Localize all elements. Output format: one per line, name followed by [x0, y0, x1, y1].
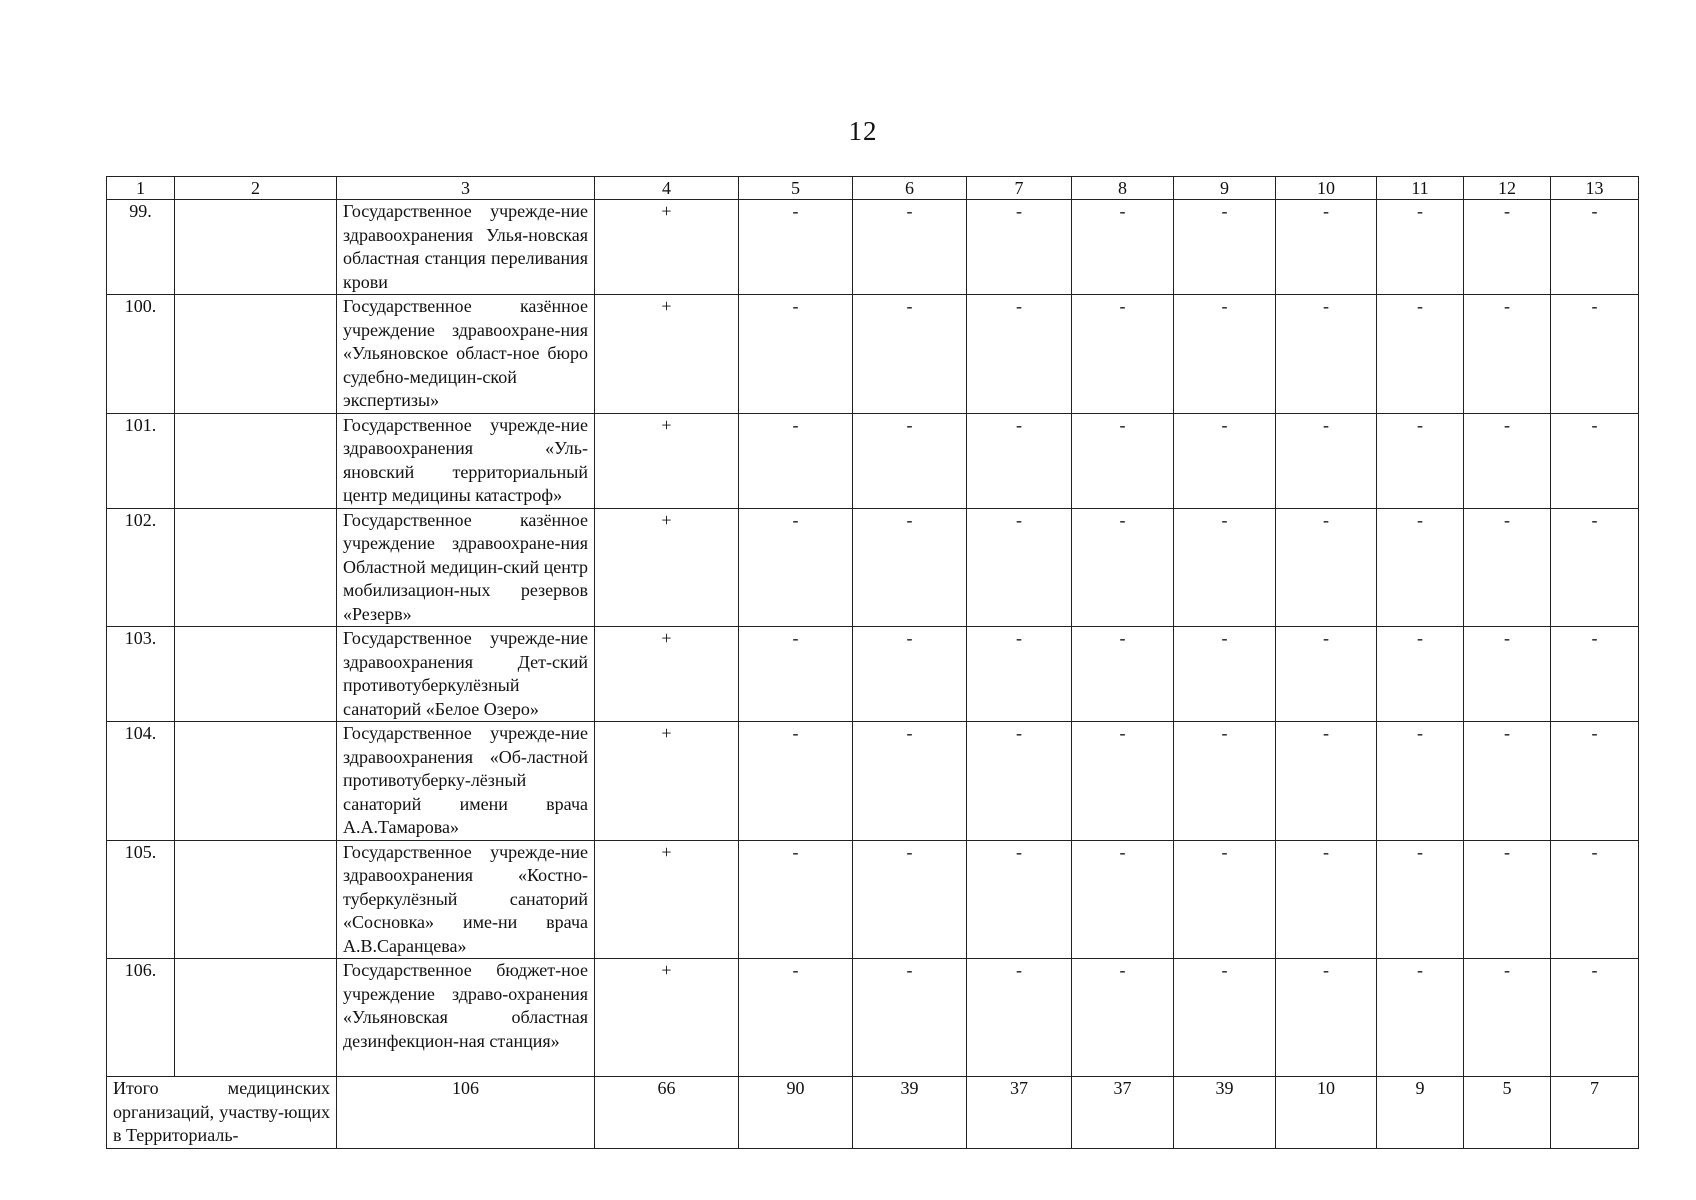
column-number-1: 1 — [107, 177, 175, 200]
row-empty-cell — [175, 508, 337, 627]
participation-mark: - — [1464, 413, 1551, 508]
participation-mark: - — [1464, 840, 1551, 959]
row-empty-cell — [175, 959, 337, 1077]
participation-mark: - — [853, 840, 967, 959]
organization-name: Государственное бюджет-ное учреждение здраво-охранения «Ульяновская областная дезинфекцион-ная станция» — [337, 959, 595, 1077]
participation-mark: - — [853, 627, 967, 722]
column-number-3: 3 — [337, 177, 595, 200]
participation-mark: - — [1174, 508, 1276, 627]
participation-mark: + — [595, 959, 739, 1077]
table-row — [107, 840, 1639, 959]
row-number: 102. — [107, 508, 175, 627]
participation-mark: - — [1276, 722, 1377, 841]
participation-mark: - — [1174, 722, 1276, 841]
participation-mark: - — [1464, 295, 1551, 414]
participation-mark: - — [739, 295, 853, 414]
participation-mark: - — [739, 508, 853, 627]
participation-mark: - — [1174, 200, 1276, 295]
column-number-2: 2 — [175, 177, 337, 200]
participation-mark: - — [1551, 295, 1639, 414]
participation-mark: - — [1276, 413, 1377, 508]
participation-mark: - — [1174, 627, 1276, 722]
row-number: 103. — [107, 627, 175, 722]
participation-mark: - — [1072, 840, 1174, 959]
total-value: 9 — [1377, 1077, 1464, 1149]
participation-mark: - — [739, 959, 853, 1077]
organizations-table — [106, 176, 1639, 1149]
organization-name: Государственное учрежде-ние здравоохранения «Уль-яновский территориальный центр медицины катастроф» — [337, 413, 595, 508]
participation-mark: - — [1377, 295, 1464, 414]
participation-mark: - — [1551, 840, 1639, 959]
participation-mark: - — [1377, 959, 1464, 1077]
total-value: 10 — [1276, 1077, 1377, 1149]
table-row — [107, 295, 1639, 414]
participation-mark: - — [1464, 508, 1551, 627]
participation-mark: - — [853, 722, 967, 841]
total-value: 39 — [1174, 1077, 1276, 1149]
participation-mark: - — [1551, 722, 1639, 841]
participation-mark: - — [1464, 200, 1551, 295]
total-value: 66 — [595, 1077, 739, 1149]
participation-mark: + — [595, 508, 739, 627]
column-number-5: 5 — [739, 177, 853, 200]
participation-mark: - — [967, 722, 1072, 841]
participation-mark: + — [595, 200, 739, 295]
participation-mark: - — [853, 413, 967, 508]
row-empty-cell — [175, 295, 337, 414]
row-number: 105. — [107, 840, 175, 959]
participation-mark: - — [739, 840, 853, 959]
participation-mark: - — [967, 840, 1072, 959]
table-row — [107, 508, 1639, 627]
total-value: 90 — [739, 1077, 853, 1149]
row-number: 101. — [107, 413, 175, 508]
participation-mark: - — [967, 295, 1072, 414]
participation-mark: - — [1377, 200, 1464, 295]
participation-mark: - — [1377, 627, 1464, 722]
participation-mark: - — [1276, 200, 1377, 295]
total-value: 37 — [1072, 1077, 1174, 1149]
column-number-6: 6 — [853, 177, 967, 200]
row-empty-cell — [175, 627, 337, 722]
total-row — [107, 1077, 1639, 1149]
participation-mark: - — [853, 295, 967, 414]
row-number: 106. — [107, 959, 175, 1077]
participation-mark: - — [1551, 508, 1639, 627]
column-number-12: 12 — [1464, 177, 1551, 200]
participation-mark: - — [1276, 627, 1377, 722]
participation-mark: + — [595, 413, 739, 508]
participation-mark: - — [853, 200, 967, 295]
row-number: 99. — [107, 200, 175, 295]
page-number: 12 — [848, 116, 878, 146]
participation-mark: - — [1377, 722, 1464, 841]
participation-mark: - — [1072, 959, 1174, 1077]
table-row — [107, 722, 1639, 841]
total-value: 5 — [1464, 1077, 1551, 1149]
row-empty-cell — [175, 200, 337, 295]
column-number-8: 8 — [1072, 177, 1174, 200]
participation-mark: + — [595, 840, 739, 959]
total-value: 106 — [337, 1077, 595, 1149]
participation-mark: - — [967, 413, 1072, 508]
participation-mark: - — [967, 627, 1072, 722]
participation-mark: - — [1072, 722, 1174, 841]
participation-mark: - — [1377, 508, 1464, 627]
row-empty-cell — [175, 722, 337, 841]
row-number: 104. — [107, 722, 175, 841]
table-body — [107, 177, 1639, 1149]
table-row — [107, 413, 1639, 508]
column-number-header-row — [107, 177, 1639, 200]
participation-mark: - — [1377, 840, 1464, 959]
total-value: 39 — [853, 1077, 967, 1149]
organization-name: Государственное казённое учреждение здравоохране-ния Областной медицин-ский центр мобилизацион-ных резервов «Резерв» — [337, 508, 595, 627]
table-row — [107, 959, 1639, 1077]
participation-mark: - — [1276, 840, 1377, 959]
column-number-13: 13 — [1551, 177, 1639, 200]
participation-mark: - — [1464, 722, 1551, 841]
column-number-4: 4 — [595, 177, 739, 200]
participation-mark: - — [1174, 295, 1276, 414]
row-empty-cell — [175, 413, 337, 508]
participation-mark: - — [853, 959, 967, 1077]
participation-mark: - — [1072, 413, 1174, 508]
participation-mark: - — [1276, 508, 1377, 627]
participation-mark: - — [1276, 295, 1377, 414]
organization-name: Государственное казённое учреждение здравоохране-ния «Ульяновское област-ное бюро судебно-медицин-ской экспертизы» — [337, 295, 595, 414]
participation-mark: - — [1276, 959, 1377, 1077]
table-row — [107, 200, 1639, 295]
total-label: Итого медицинских организаций, участву-ющих в Территориаль- — [107, 1077, 337, 1149]
organization-name: Государственное учрежде-ние здравоохранения «Об-ластной противотуберку-лёзный санаторий имени врача А.А.Тамарова» — [337, 722, 595, 841]
participation-mark: + — [595, 722, 739, 841]
participation-mark: - — [853, 508, 967, 627]
column-number-9: 9 — [1174, 177, 1276, 200]
participation-mark: - — [739, 627, 853, 722]
participation-mark: - — [1072, 295, 1174, 414]
participation-mark: - — [1464, 627, 1551, 722]
participation-mark: - — [1551, 200, 1639, 295]
participation-mark: - — [1174, 959, 1276, 1077]
total-value: 7 — [1551, 1077, 1639, 1149]
participation-mark: - — [1377, 413, 1464, 508]
organization-name: Государственное учрежде-ние здравоохранения Дет-ский противотуберкулёзный санаторий «Белое Озеро» — [337, 627, 595, 722]
organization-name: Государственное учрежде-ние здравоохранения Улья-новская областная станция переливания крови — [337, 200, 595, 295]
participation-mark: - — [1072, 627, 1174, 722]
row-empty-cell — [175, 840, 337, 959]
column-number-7: 7 — [967, 177, 1072, 200]
organization-name: Государственное учрежде-ние здравоохранения «Костно-туберкулёзный санаторий «Сосновка» име-ни врача А.В.Саранцева» — [337, 840, 595, 959]
participation-mark: - — [1551, 959, 1639, 1077]
participation-mark: - — [1464, 959, 1551, 1077]
participation-mark: - — [1072, 508, 1174, 627]
table-row — [107, 627, 1639, 722]
participation-mark: - — [739, 413, 853, 508]
column-number-11: 11 — [1377, 177, 1464, 200]
participation-mark: - — [1072, 200, 1174, 295]
total-value: 37 — [967, 1077, 1072, 1149]
participation-mark: - — [739, 200, 853, 295]
participation-mark: - — [967, 200, 1072, 295]
column-number-10: 10 — [1276, 177, 1377, 200]
participation-mark: - — [967, 959, 1072, 1077]
participation-mark: - — [967, 508, 1072, 627]
participation-mark: - — [739, 722, 853, 841]
participation-mark: - — [1174, 413, 1276, 508]
participation-mark: - — [1551, 627, 1639, 722]
row-number: 100. — [107, 295, 175, 414]
participation-mark: + — [595, 295, 739, 414]
participation-mark: - — [1551, 413, 1639, 508]
participation-mark: + — [595, 627, 739, 722]
participation-mark: - — [1174, 840, 1276, 959]
